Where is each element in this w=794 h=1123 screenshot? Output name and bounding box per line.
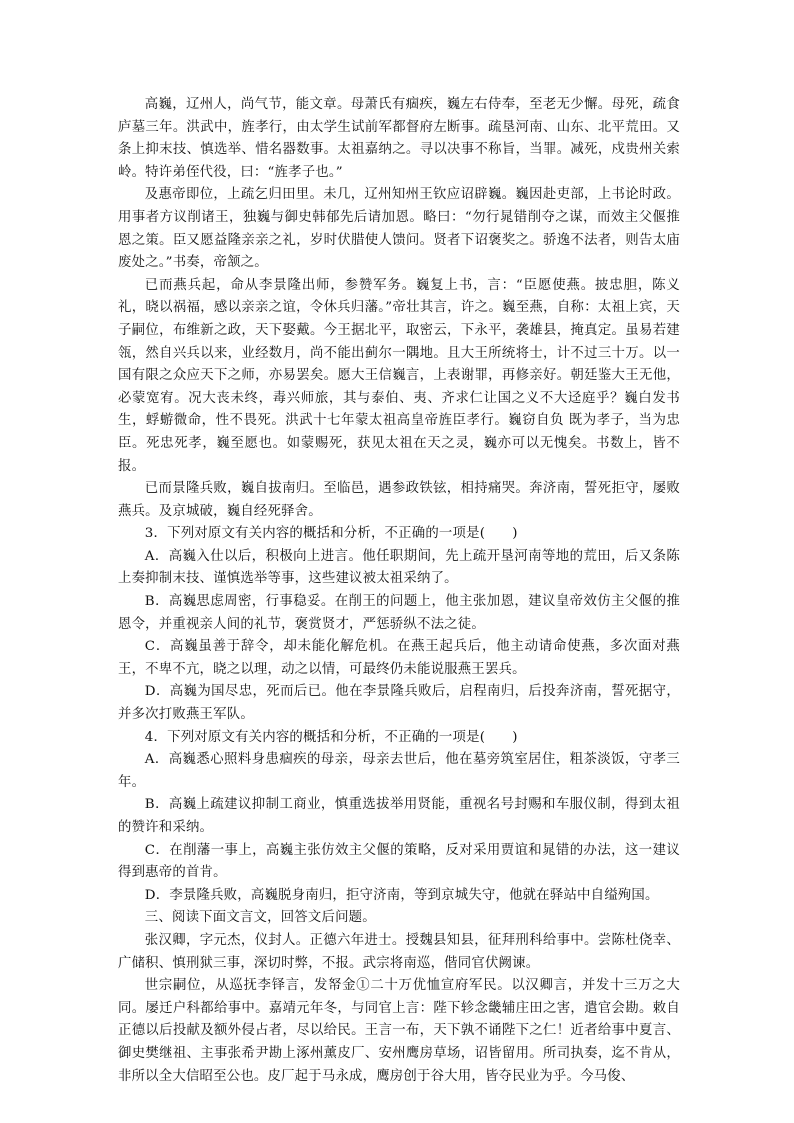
question-4-option-a: A．高巍悉心照料身患痼疾的母亲，母亲去世后，他在墓旁筑室居住，粗茶淡饭，守孝三年。	[118, 752, 680, 790]
document-page	[118, 94, 680, 1088]
question-4-option-b: B．高巍上疏建议抑制工商业，慎重选拔举用贤能，重视名号封赐和车服仪制，得到太祖的赞许和采纳。	[118, 797, 680, 835]
question-3-option-b: B．高巍思虑周密，行事稳妥。在削王的问题上，他主张加恩，建议皇帝效仿主父偃的推恩令，并重视亲人间的礼节，褒赏贤才，严惩骄纵不法之徒。	[118, 594, 680, 632]
paragraph-zhang-hanqing-intro: 张汉卿，字元杰，仪封人。正德六年进士。授魏县知县，征拜刑科给事中。尝陈杜侥幸、广储积、慎刑狱三事，深切时弊，不报。武宗将南巡，偕同官伏阙谏。	[118, 932, 680, 971]
section-three-heading: 三、阅读下面文言文，回答文后问题。	[144, 910, 376, 926]
paragraph-jinglong-defeat: 已而景隆兵败，巍自拔南归。至临邑，遇参政铁铉，相持痛哭。奔济南，誓死拒守，屡败燕兵。及京城破，巍自经死驿舍。	[118, 481, 680, 519]
question-3-option-d: D．高巍为国尽忠，死而后已。他在李景隆兵败后，启程南归，后投奔济南，誓死据守，并多次打败燕王军队。	[118, 684, 680, 723]
question-3-option-a: A．高巍入仕以后，积极向上进言。他任职期间，先上疏开垦河南等地的荒田，后又条陈上奏抑制末技、谨慎选举等事，这些建议被太祖采纳了。	[118, 548, 680, 587]
question-3-option-c: C．高巍虽善于辞令，却未能化解危机。在燕王起兵后，他主动请命使燕，多次面对燕王，不卑不亢，晓之以理，动之以情，可最终仍未能说服燕王罢兵。	[118, 639, 680, 677]
question-3: 3．下列对原文有关内容的概括和分析，不正确的一项是( )	[144, 526, 518, 542]
paragraph-shizong-accession: 世宗嗣位，从巡抚李铎言，发帑金①二十万优恤宣府军民。以汉卿言，并发十三万之大同。屡迁户科都给事中。嘉靖元年冬，与同官上言：陛下轸念畿辅庄田之害，遣官会勘。敕自正德以后投献及额外侵占者，尽以给民。王言一布，天下孰不诵陛下之仁！近者给事中夏言、御史樊继祖、主事张希尹勘上涿州薰皮厂、安州鹰房草场，诏皆留用。所司执奏，迄不肯从，非所以全大信昭至公也。皮厂起于马永成，鹰房创于谷大用，皆夺民业为乎。今马俊、	[118, 978, 680, 1084]
question-4: 4．下列对原文有关内容的概括和分析，不正确的一项是( )	[144, 729, 518, 745]
question-4-option-d: D．李景隆兵败，高巍脱身南归，拒守济南，等到京城失守，他就在驿站中自缢殉国。	[144, 887, 659, 903]
paragraph-yan-army-rises: 已而燕兵起，命从李景隆出师，参赞军务。巍复上书，言：“臣愿使燕。披忠胆，陈义礼，晓以祸福，感以亲亲之谊，令休兵归藩。”帝壮其言，许之。巍至燕，自称：太祖上宾，天子嗣位，布维新之政，天下娶戴。今王据北平，取密云，下永平，袭雄县，掩真定。虽易若建瓴，然自兴兵以来，业经数月，尚不能出蓟尔一隅地。且大王所统将士，计不过三十万。以一国有限之众应天下之师，亦易罢矣。愿大王信巍言，上表谢罪，再修亲好。朝廷鉴大王无他，必蒙宽宥。况大丧未终，毒兴师旅，其与泰伯、夷、齐求仁让国之义不大迳庭乎？巍白发书生，蜉蝣微命，性不畏死。洪武十七年蒙太祖高皇帝旌臣孝行。巍窃自负 既为孝子，当为忠臣。死忠死孝，巍至愿也。如蒙赐死，获见太祖在天之灵，巍亦可以无愧矣。书数上，皆不报。	[118, 277, 680, 474]
paragraph-huidi-accession: 及惠帝即位，上疏乞归田里。未几，辽州知州王钦应诏辟巍。巍因赴吏部，上书论时政。用事者方议削诸王，独巍与御史韩郁先后请加恩。略曰：“勿行晁错削夺之谋，而效主父偃推恩之策。臣又愿益隆亲亲之礼，岁时伏腊使人馈问。贤者下诏褒奖之。骄逸不法者，则告太庙废处之。”书奏，帝颔之。	[118, 187, 680, 271]
question-4-option-c: C．在削藩一事上，高巍主张仿效主父偃的策略，反对采用贾谊和晁错的办法，这一建议得到惠帝的首肯。	[118, 842, 680, 881]
paragraph-gao-wei-intro: 高巍，辽州人，尚气节，能文章。母萧氏有痼疾，巍左右侍奉，至老无少懈。母死，疏食庐墓三年。洪武中，旌孝行，由太学生试前军都督府左断事。疏垦河南、山东、北平荒田。又条上抑末技、慎选举、惜名器数事。太祖嘉纳之。寻以决事不称旨，当罪。减死，戍贵州关索岭。特许弟侄代役，曰：“旌孝子也。”	[118, 97, 680, 180]
